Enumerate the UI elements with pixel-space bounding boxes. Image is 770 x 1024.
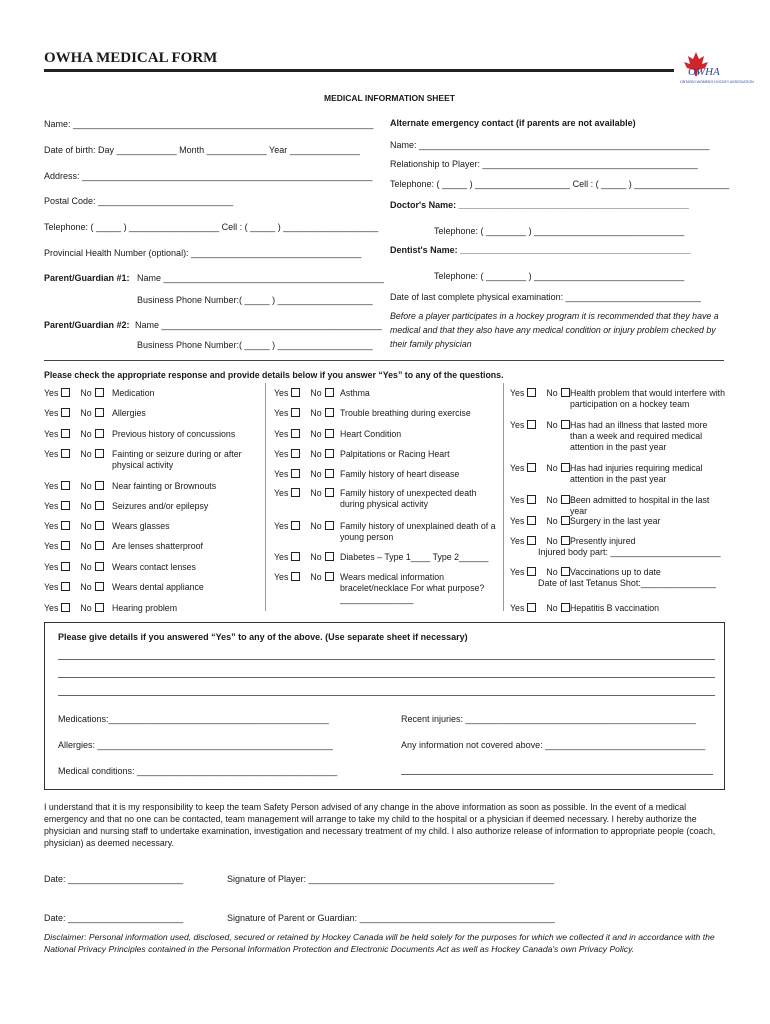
yes-option[interactable]: Yes: [44, 429, 70, 439]
telephone-field[interactable]: Telephone: ( _____ ) __________________ Cell : ( _____ ) ___________________: [44, 222, 379, 232]
no-option[interactable]: No: [80, 388, 103, 398]
guardian1-phone-field[interactable]: Business Phone Number:( _____ ) ___________________: [137, 295, 373, 305]
no-checkbox[interactable]: [95, 429, 104, 438]
question-label: Hepatitis B vaccination: [570, 603, 659, 613]
no-checkbox[interactable]: [95, 582, 104, 591]
question-label: Near fainting or Brownouts: [112, 481, 217, 491]
name-field[interactable]: Name: ____________________________________________________________: [44, 119, 374, 129]
yes-checkbox[interactable]: [61, 541, 70, 550]
question-label: Wears dental appliance: [112, 582, 204, 592]
yes-option[interactable]: Yes: [274, 488, 300, 498]
no-option[interactable]: No: [310, 388, 333, 398]
no-checkbox[interactable]: [561, 536, 570, 545]
no-checkbox[interactable]: [561, 388, 570, 397]
question-row: [44, 408, 146, 418]
question-row: [44, 481, 217, 491]
question-row: [510, 420, 708, 452]
question-label: Vaccinations up to date: [570, 567, 661, 577]
yes-checkbox[interactable]: [61, 388, 70, 397]
question-row: [274, 429, 402, 439]
guardian1-name-field[interactable]: Name ____________________________________________: [137, 273, 384, 283]
details-box: [44, 622, 725, 790]
guardian2-label: Parent/Guardian #2:: [44, 320, 130, 330]
yes-option[interactable]: Yes: [274, 408, 300, 418]
question-row: [44, 521, 170, 531]
yes-option[interactable]: Yes: [44, 603, 70, 613]
doctor-field[interactable]: Doctor's Name: ______________________________________________: [390, 200, 689, 210]
no-option[interactable]: No: [546, 420, 569, 430]
question-row: [44, 449, 242, 470]
sheet-title: MEDICAL INFORMATION SHEET: [324, 93, 455, 103]
question-label: Palpitations or Racing Heart: [340, 449, 450, 459]
doctor-telephone-field[interactable]: Telephone: ( ________ ) ______________________________: [434, 226, 685, 236]
yes-checkbox[interactable]: [527, 495, 536, 504]
question-label: Presently injured: [570, 536, 636, 546]
address-field[interactable]: Address: __________________________________________________________: [44, 171, 373, 181]
question-row: [510, 567, 661, 577]
details-heading: Please give details if you answered “Yes” to any of the above. (Use separate sheet if necessary): [58, 632, 468, 642]
no-option[interactable]: No: [546, 495, 569, 505]
yes-checkbox[interactable]: [61, 582, 70, 591]
yes-option[interactable]: Yes: [510, 420, 536, 430]
yes-option[interactable]: Yes: [510, 388, 536, 398]
question-label: Previous history of concussions: [112, 429, 236, 439]
no-option[interactable]: No: [80, 521, 103, 531]
no-option[interactable]: No: [80, 582, 103, 592]
yes-option[interactable]: Yes: [510, 567, 536, 577]
question-row: [274, 469, 460, 479]
no-checkbox[interactable]: [561, 420, 570, 429]
yes-checkbox[interactable]: [527, 463, 536, 472]
date-field-1[interactable]: Date: _______________________: [44, 874, 184, 884]
section-divider: [44, 360, 724, 361]
question-row: [44, 582, 204, 592]
yes-option[interactable]: Yes: [44, 541, 70, 551]
alt-telephone-field[interactable]: Telephone: ( _____ ) ___________________ Cell : ( _____ ) ___________________: [390, 179, 730, 189]
question-label: Are lenses shatterproof: [112, 541, 203, 551]
title-rule: [44, 69, 674, 72]
question-label: Diabetes – Type 1____ Type 2______: [340, 552, 489, 562]
no-option[interactable]: No: [80, 501, 103, 511]
yes-checkbox[interactable]: [61, 429, 70, 438]
no-checkbox[interactable]: [95, 449, 104, 458]
consent-paragraph: I understand that it is my responsibility to keep the team Safety Person advised of any change in the above information as soon as possible. In the event of a medical emergency and that no one can be contacted, team management will arrange to take my child to the hospital or a physician if deemed necessary. I hereby authorize the physician and nursing staff to undertake examination, investigation and necessary treatment of my child. I also authorize release of information to appropriate people (coach, physician) as deemed necessary.: [44, 802, 716, 848]
yes-option[interactable]: Yes: [510, 603, 536, 613]
yes-option[interactable]: Yes: [510, 536, 536, 546]
no-checkbox[interactable]: [95, 388, 104, 397]
no-checkbox[interactable]: [325, 429, 334, 438]
yes-option[interactable]: Yes: [510, 495, 536, 505]
question-row: [274, 552, 489, 562]
yes-option[interactable]: Yes: [44, 408, 70, 418]
no-option[interactable]: No: [310, 408, 333, 418]
no-option[interactable]: No: [310, 469, 333, 479]
yes-checkbox[interactable]: [527, 516, 536, 525]
no-option[interactable]: No: [310, 552, 333, 562]
no-option[interactable]: No: [310, 449, 333, 459]
yes-checkbox[interactable]: [291, 429, 300, 438]
physical-note: Before a player participates in a hockey program it is recommended that they have a medical and that they also have any medical condition or injury problem checked by their family physician: [390, 311, 719, 349]
question-row: [510, 516, 661, 526]
no-option[interactable]: No: [546, 567, 569, 577]
no-option[interactable]: No: [546, 536, 569, 546]
yes-option[interactable]: Yes: [274, 449, 300, 459]
question-label: Allergies: [112, 408, 146, 418]
date-field-2[interactable]: Date: _______________________: [44, 913, 184, 923]
yes-option[interactable]: Yes: [44, 582, 70, 592]
question-label: Hearing problem: [112, 603, 178, 613]
question-row: [44, 603, 178, 613]
no-checkbox[interactable]: [95, 501, 104, 510]
details-line-3[interactable]: [58, 695, 715, 696]
no-option[interactable]: No: [546, 516, 569, 526]
question-label: Wears glasses: [112, 521, 170, 531]
details-line-2[interactable]: [58, 677, 715, 678]
yes-checkbox[interactable]: [61, 521, 70, 530]
yes-option[interactable]: Yes: [274, 429, 300, 439]
question-row: [274, 388, 370, 398]
medications-field[interactable]: Medications:____________________________________________: [58, 714, 329, 724]
no-checkbox[interactable]: [325, 469, 334, 478]
question-label: Surgery in the last year: [570, 516, 661, 526]
recent-injuries-field[interactable]: Recent injuries: ______________________________________________: [401, 714, 696, 724]
no-checkbox[interactable]: [561, 516, 570, 525]
question-row: [510, 495, 710, 516]
question-row: [510, 603, 659, 613]
yes-checkbox[interactable]: [61, 408, 70, 417]
dentist-field[interactable]: Dentist's Name: ______________________________________________: [390, 245, 691, 255]
yes-checkbox[interactable]: [291, 488, 300, 497]
guardian1-label: Parent/Guardian #1:: [44, 273, 130, 283]
question-label: Asthma: [340, 388, 370, 398]
column-divider-2: [503, 383, 504, 611]
question-row: [44, 429, 236, 439]
tetanus-date-field[interactable]: Date of last Tetanus Shot:_______________: [538, 578, 716, 588]
column-divider-1: [265, 383, 266, 611]
no-option[interactable]: No: [80, 603, 103, 613]
question-row: [274, 488, 477, 509]
no-option[interactable]: No: [546, 603, 569, 613]
question-row: [44, 541, 203, 551]
parent-signature-field[interactable]: Signature of Parent or Guardian: _______________________________________: [227, 913, 555, 923]
yes-option[interactable]: Yes: [274, 521, 300, 531]
no-checkbox[interactable]: [325, 488, 334, 497]
question-row: [274, 572, 485, 604]
other-info-field[interactable]: Any information not covered above: ________________________________: [401, 740, 706, 750]
owha-logo: [676, 50, 754, 90]
question-row: [274, 408, 471, 418]
no-option[interactable]: No: [80, 408, 103, 418]
no-checkbox[interactable]: [561, 603, 570, 612]
no-checkbox[interactable]: [95, 521, 104, 530]
question-label: Wears contact lenses: [112, 562, 196, 572]
health-number-field[interactable]: Provincial Health Number (optional): __________________________________: [44, 248, 362, 258]
yes-checkbox[interactable]: [61, 481, 70, 490]
question-label: Family history of unexplained death of a young person: [340, 521, 496, 542]
yes-checkbox[interactable]: [527, 388, 536, 397]
no-option[interactable]: No: [80, 541, 103, 551]
allergies-field[interactable]: Allergies: _______________________________________________: [58, 740, 333, 750]
no-checkbox[interactable]: [561, 495, 570, 504]
injured-part-field[interactable]: Injured body part: ______________________: [538, 547, 721, 557]
no-checkbox[interactable]: [325, 408, 334, 417]
yes-option[interactable]: Yes: [274, 388, 300, 398]
yes-option[interactable]: Yes: [274, 469, 300, 479]
no-checkbox[interactable]: [325, 449, 334, 458]
yes-checkbox[interactable]: [291, 388, 300, 397]
question-label: Fainting or seizure during or after physical activity: [112, 449, 242, 470]
physical-exam-field[interactable]: Date of last complete physical examination: ___________________________: [390, 292, 701, 302]
other-info-line[interactable]: [401, 774, 713, 775]
yes-checkbox[interactable]: [291, 521, 300, 530]
question-row: [44, 562, 196, 572]
logo-text: OWHA: [688, 66, 720, 78]
no-option[interactable]: No: [310, 572, 333, 582]
no-checkbox[interactable]: [325, 552, 334, 561]
dentist-telephone-field[interactable]: Telephone: ( ________ ) ______________________________: [434, 271, 685, 281]
question-label: Seizures and/or epilepsy: [112, 501, 209, 511]
question-row: [510, 388, 726, 409]
check-instructions: Please check the appropriate response and provide details below if you answer “Yes” to any of the questions.: [44, 370, 504, 380]
yes-checkbox[interactable]: [291, 469, 300, 478]
dob-field[interactable]: Date of birth: Day ____________ Month ____________ Year ______________: [44, 145, 360, 155]
no-option[interactable]: No: [546, 463, 569, 473]
alt-contact-heading: Alternate emergency contact (if parents are not available): [390, 118, 636, 128]
question-row: [274, 521, 496, 542]
yes-checkbox[interactable]: [61, 501, 70, 510]
medical-conditions-field[interactable]: Medical conditions: ________________________________________: [58, 766, 338, 776]
question-label: Been admitted to hospital in the last year: [570, 495, 710, 516]
guardian2-name-field[interactable]: Name ____________________________________________: [135, 320, 382, 330]
form-title: OWHA MEDICAL FORM: [44, 50, 218, 66]
yes-option[interactable]: Yes: [274, 572, 300, 582]
yes-checkbox[interactable]: [291, 449, 300, 458]
no-option[interactable]: No: [80, 449, 103, 459]
relationship-field[interactable]: Relationship to Player: ___________________________________________: [390, 159, 698, 169]
yes-checkbox[interactable]: [527, 536, 536, 545]
question-label: Heart Condition: [340, 429, 402, 439]
question-row: [44, 501, 209, 511]
yes-option[interactable]: Yes: [274, 552, 300, 562]
yes-checkbox[interactable]: [291, 572, 300, 581]
no-checkbox[interactable]: [561, 463, 570, 472]
yes-option[interactable]: Yes: [44, 481, 70, 491]
question-label: Medication: [112, 388, 155, 398]
no-checkbox[interactable]: [561, 567, 570, 576]
question-label: Family history of unexpected death during physical activity: [340, 488, 477, 509]
no-checkbox[interactable]: [95, 562, 104, 571]
player-signature-field[interactable]: Signature of Player: _________________________________________________: [227, 874, 554, 884]
no-checkbox[interactable]: [325, 388, 334, 397]
no-option[interactable]: No: [310, 488, 333, 498]
disclaimer: Disclaimer: Personal information used, disclosed, secured or retained by Hockey Canada will be held solely for the purposes for which we collected it and in accordance with the National Privacy Principles contained in the Personal Information Protection and Electronic Documents Act as well as Hockey Canada's own Privacy Policy.: [44, 932, 715, 954]
no-checkbox[interactable]: [95, 603, 104, 612]
postal-code-field[interactable]: Postal Code: ___________________________: [44, 196, 234, 206]
question-row: [510, 536, 636, 546]
question-label: Health problem that would interfere with participation on a hockey team: [570, 388, 726, 409]
logo-subtext: ONTARIO WOMEN'S HOCKEY ASSOCIATION: [680, 80, 754, 84]
alt-name-field[interactable]: Name: __________________________________________________________: [390, 140, 710, 150]
yes-checkbox[interactable]: [61, 449, 70, 458]
question-label: Wears medical information bracelet/necklace For what purpose? _______________: [340, 572, 485, 604]
yes-checkbox[interactable]: [527, 603, 536, 612]
no-option[interactable]: No: [80, 481, 103, 491]
yes-option[interactable]: Yes: [44, 449, 70, 459]
question-label: Has had an illness that lasted more than a week and required medical attention in the past year: [570, 420, 708, 452]
yes-checkbox[interactable]: [61, 603, 70, 612]
question-row: [44, 388, 155, 398]
question-label: Has had injuries requiring medical attention in the past year: [570, 463, 703, 484]
no-checkbox[interactable]: [95, 541, 104, 550]
details-line-1[interactable]: [58, 659, 715, 660]
yes-option[interactable]: Yes: [44, 521, 70, 531]
yes-option[interactable]: Yes: [510, 463, 536, 473]
yes-option[interactable]: Yes: [510, 516, 536, 526]
guardian2-phone-field[interactable]: Business Phone Number:( _____ ) ___________________: [137, 340, 373, 350]
no-option[interactable]: No: [80, 429, 103, 439]
yes-option[interactable]: Yes: [44, 562, 70, 572]
no-checkbox[interactable]: [325, 521, 334, 530]
no-checkbox[interactable]: [325, 572, 334, 581]
question-label: Family history of heart disease: [340, 469, 460, 479]
yes-option[interactable]: Yes: [44, 388, 70, 398]
yes-checkbox[interactable]: [291, 408, 300, 417]
no-option[interactable]: No: [546, 388, 569, 398]
question-row: [510, 463, 703, 484]
yes-checkbox[interactable]: [61, 562, 70, 571]
no-option[interactable]: No: [310, 429, 333, 439]
no-option[interactable]: No: [80, 562, 103, 572]
no-checkbox[interactable]: [95, 408, 104, 417]
question-row: [274, 449, 450, 459]
yes-option[interactable]: Yes: [44, 501, 70, 511]
question-label: Trouble breathing during exercise: [340, 408, 471, 418]
yes-checkbox[interactable]: [291, 552, 300, 561]
no-option[interactable]: No: [310, 521, 333, 531]
yes-checkbox[interactable]: [527, 567, 536, 576]
yes-checkbox[interactable]: [527, 420, 536, 429]
no-checkbox[interactable]: [95, 481, 104, 490]
